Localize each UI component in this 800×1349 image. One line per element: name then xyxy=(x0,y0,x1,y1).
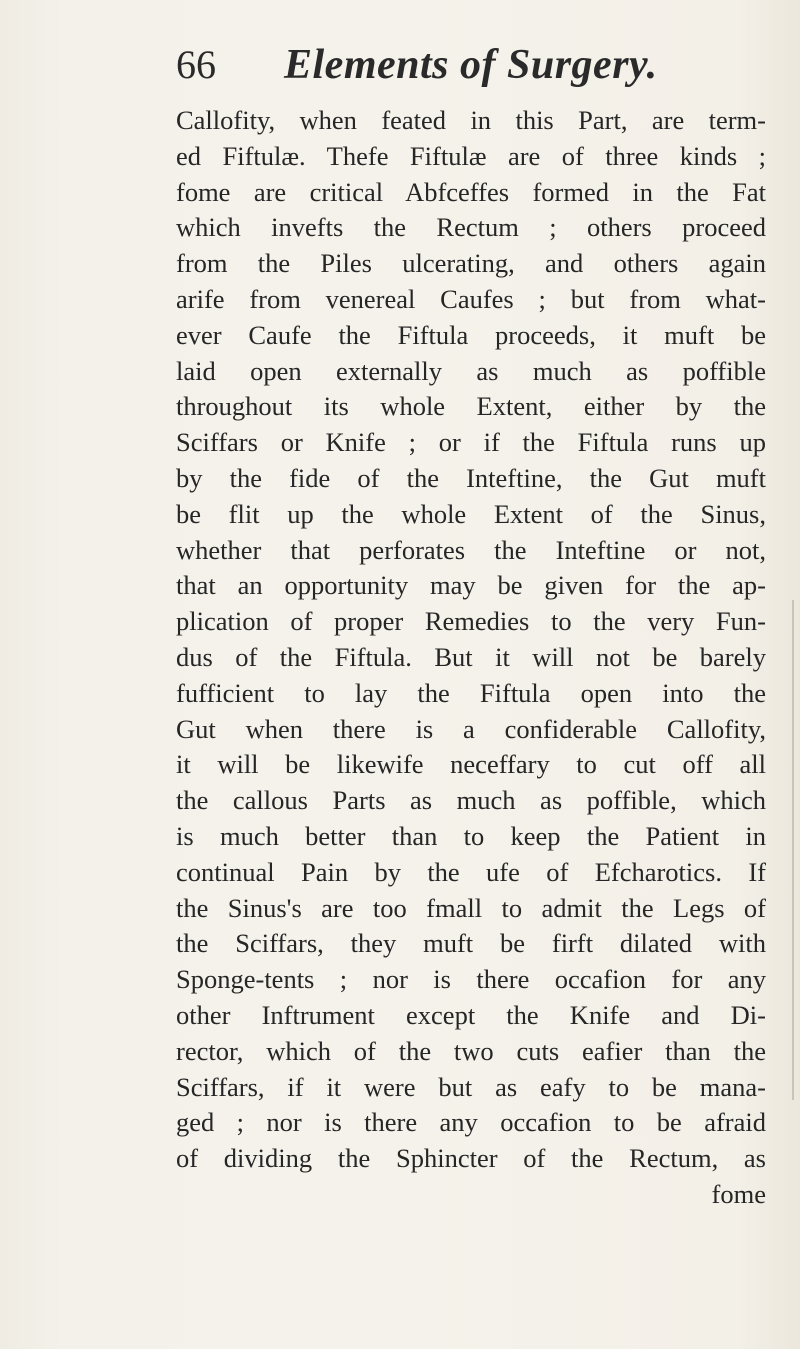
running-title: Elements of Surgery. xyxy=(284,42,658,88)
text-line: dus of the Fiftula. But it will not be barely xyxy=(176,641,766,672)
text-line: rector, which of the two cuts eafier than the xyxy=(176,1035,766,1066)
text-line: fome are critical Abfceffes formed in the Fat xyxy=(176,176,766,207)
text-line: be flit up the whole Extent of the Sinus, xyxy=(176,498,766,529)
catchword: fome xyxy=(711,1178,766,1209)
body-text xyxy=(176,103,766,1213)
page-number: 66 xyxy=(176,42,216,87)
text-line: Sciffars or Knife ; or if the Fiftula runs up xyxy=(176,427,766,458)
text-line: other Inftrument except the Knife and Di- xyxy=(176,999,766,1030)
text-line: the Sciffars, they muft be firft dilated with xyxy=(176,928,766,959)
text-line: by the fide of the Inteftine, the Gut muft xyxy=(176,462,766,493)
text-line: fufficient to lay the Fiftula open into the xyxy=(176,677,766,708)
text-line: ged ; nor is there any occafion to be afraid xyxy=(176,1107,766,1138)
text-line: of dividing the Sphincter of the Rectum, as xyxy=(176,1143,766,1174)
text-line: continual Pain by the ufe of Efcharotics. If xyxy=(176,856,766,887)
text-line: Sciffars, if it were but as eafy to be mana- xyxy=(176,1071,766,1102)
text-line: plication of proper Remedies to the very Fun- xyxy=(176,606,766,637)
text-line: ed Fiftulæ. Thefe Fiftulæ are of three kinds ; xyxy=(176,140,766,171)
text-line: whether that perforates the Inteftine or not, xyxy=(176,534,766,565)
text-line: Sponge-tents ; nor is there occafion for any xyxy=(176,964,766,995)
text-line: which invefts the Rectum ; others proceed xyxy=(176,212,766,243)
text-line: is much better than to keep the Patient in xyxy=(176,820,766,851)
text-line: the callous Parts as much as poffible, which xyxy=(176,785,766,816)
text-line: the Sinus's are too fmall to admit the Legs of xyxy=(176,892,766,923)
page-edge-shadow xyxy=(792,600,794,1100)
text-line: Callofity, when feated in this Part, are term- xyxy=(176,105,766,135)
page-header xyxy=(176,40,736,90)
text-line: it will be likewife neceffary to cut off all xyxy=(176,749,766,780)
text-line: that an opportunity may be given for the ap- xyxy=(176,570,766,601)
text-line: Gut when there is a confiderable Callofity, xyxy=(176,713,766,744)
text-line: throughout its whole Extent, either by the xyxy=(176,391,766,422)
text-line: arife from venereal Caufes ; but from what- xyxy=(176,283,766,314)
text-line: ever Caufe the Fiftula proceeds, it muft be xyxy=(176,319,766,350)
text-line: from the Piles ulcerating, and others again xyxy=(176,248,766,279)
text-line: laid open externally as much as poffible xyxy=(176,355,766,386)
